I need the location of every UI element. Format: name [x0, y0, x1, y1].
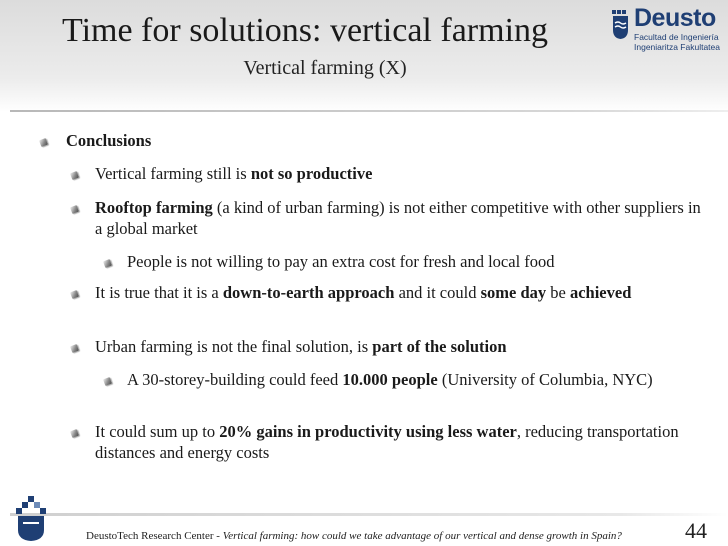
- slide-title: Time for solutions: vertical farming: [62, 12, 549, 49]
- emphasis: some day: [480, 283, 547, 302]
- text: Urban farming is not the final solution, is: [95, 337, 373, 356]
- logo-line-2: Ingeniaritza Fakultatea: [634, 42, 720, 52]
- emphasis: 10.000 people: [342, 370, 438, 389]
- logo-subtitle: [634, 32, 720, 52]
- bullet-down-to-earth: [95, 282, 710, 303]
- footer-text: [86, 530, 622, 542]
- logo-wordmark: Deusto: [634, 4, 716, 32]
- bullet-productivity-gains: [95, 421, 710, 463]
- deusto-pixel-icon: [16, 496, 46, 542]
- header-divider: [10, 110, 728, 112]
- bullet-extra-cost: [127, 251, 717, 272]
- footer-org: DeustoTech Research Center -: [86, 530, 223, 542]
- bullet-rooftop-farming: [95, 197, 710, 239]
- text: (a kind of urban farming) is not either competitive with other suppliers in a global market: [95, 198, 701, 238]
- emphasis: part of the solution: [372, 337, 507, 356]
- emphasis: 20% gains in productivity using less water: [219, 422, 517, 441]
- deusto-shield-icon: [612, 10, 630, 40]
- emphasis: Rooftop farming: [95, 198, 213, 217]
- bullet-not-productive: [95, 163, 710, 184]
- footer-divider: [10, 513, 728, 516]
- emphasis: not so productive: [250, 164, 373, 183]
- page-number: 44: [685, 518, 707, 543]
- text: People is not willing to pay an extra cost for fresh and local food: [127, 252, 555, 271]
- conclusions-heading: Conclusions: [66, 131, 152, 150]
- emphasis: down-to-earth approach: [222, 283, 395, 302]
- emphasis: achieved: [569, 283, 632, 302]
- text: It could sum up to: [95, 422, 220, 441]
- text: Vertical farming still is: [95, 164, 251, 183]
- bullet-conclusions: [66, 130, 151, 151]
- logo-line-1: Facultad de Ingeniería: [634, 32, 719, 42]
- text: A 30-storey-building could feed: [127, 370, 343, 389]
- bullet-part-of-solution: [95, 336, 710, 357]
- text: be: [546, 283, 570, 302]
- slide-subtitle: Vertical farming (X): [243, 57, 407, 79]
- text: It is true that it is a: [95, 283, 223, 302]
- text: (University of Columbia, NYC): [437, 370, 653, 389]
- text: and it could: [394, 283, 481, 302]
- footer-title: Vertical farming: how could we take advantage of our vertical and dense growth in Spain?: [222, 530, 622, 542]
- text: , reducing transportation distances and energy costs: [95, 422, 679, 462]
- deusto-logo: [612, 4, 728, 56]
- bullet-30-storey: [127, 369, 717, 390]
